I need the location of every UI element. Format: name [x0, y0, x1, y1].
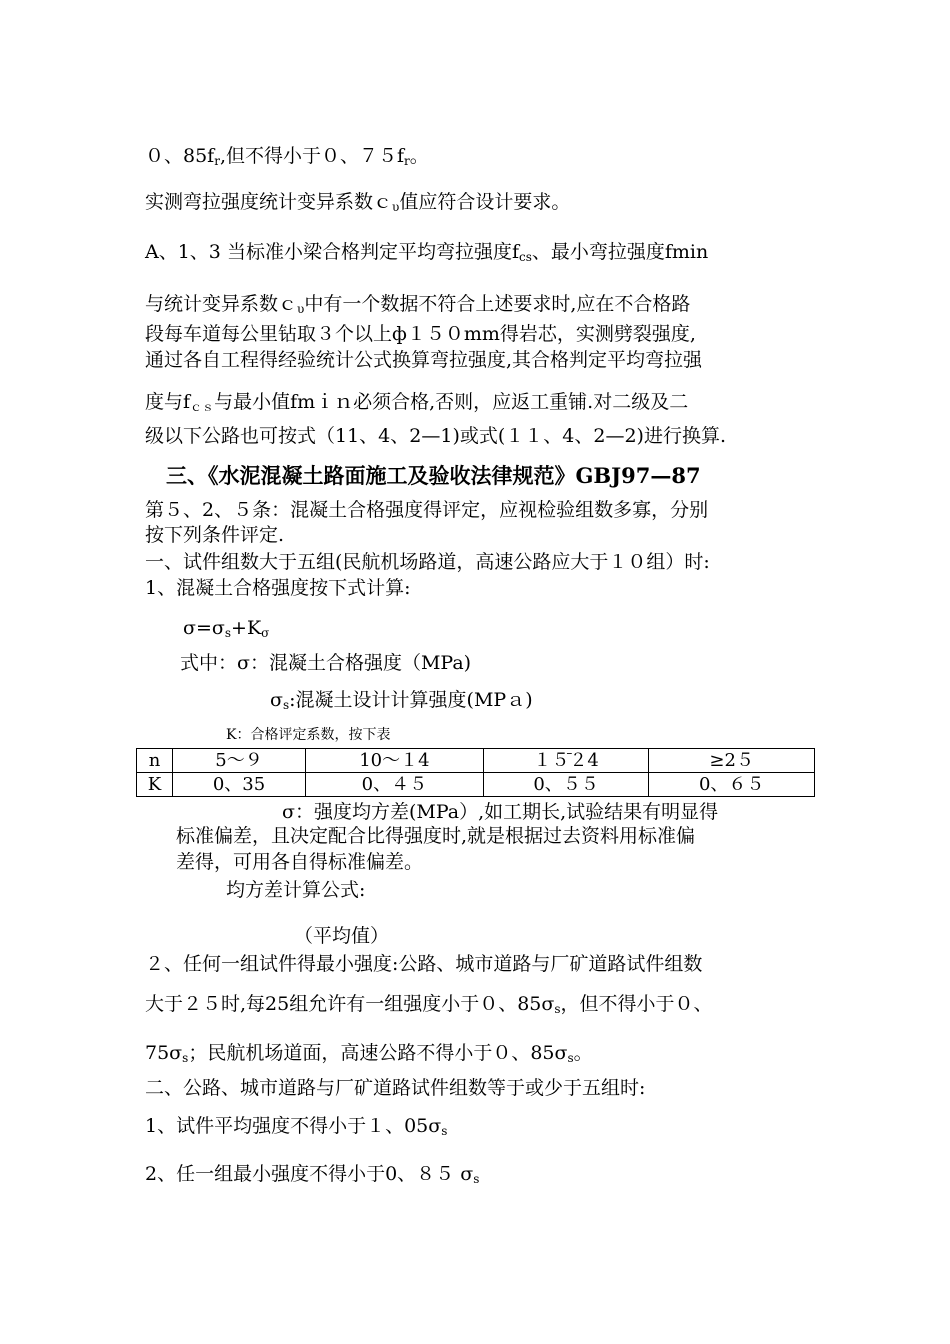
text-line: ０、85fr,但不得小于０、７５fr。: [145, 145, 429, 168]
text-line: 均方差计算公式:: [226, 879, 366, 901]
text-line: 标准偏差，且决定配合比得强度时,就是根据过去资料用标准偏: [176, 825, 696, 847]
text-line: A、1、3 当标准小梁合格判定平均弯拉强度fcs、最小弯拉强度fmin: [145, 241, 709, 264]
table-cell: 10～１4: [305, 749, 483, 773]
text-line: σ：强度均方差(MPa）,如工期长,试验结果有明显得: [282, 801, 719, 823]
table-cell: 5～９: [173, 749, 306, 773]
table-cell: １５̄２4: [483, 749, 649, 773]
formula-legend: σs:混凝土设计计算强度(MPａ): [270, 689, 533, 712]
table-cell: 0、４５: [305, 773, 483, 797]
text-line: 与统计变异系数ｃυ中有一个数据不符合上述要求时,应在不合格路: [145, 293, 691, 316]
text-line: 度与fｃｓ与最小值fmｉｎ必须合格,否则，应返工重铺.对二级及二: [145, 391, 689, 414]
text-line: 2、任一组最小强度不得小于0、８５ σs: [145, 1163, 480, 1186]
text-line: 1、试件平均强度不得小于１、05σs: [145, 1115, 448, 1138]
table-row: [137, 749, 815, 773]
text-line: 1、混凝土合格强度按下式计算:: [145, 577, 411, 599]
text-line: 大于２５时,每25组允许有一组强度小于０、85σs，但不得小于０、: [145, 993, 713, 1016]
text-line: 差得，可用各自得标准偏差。: [176, 851, 424, 873]
text-line: 段每车道每公里钻取３个以上ф１５０mm得岩芯，实测劈裂强度,: [145, 323, 696, 345]
table-cell: 0、35: [173, 773, 306, 797]
text-line: 第５、2、５条：混凝土合格强度得评定，应视检验组数多寡，分别: [145, 499, 709, 521]
text-line: （平均值）: [294, 925, 390, 947]
table-cell: ≥2５: [649, 749, 815, 773]
text-line: 按下列条件评定.: [145, 524, 285, 546]
formula-legend: 式中：σ：混凝土合格强度（MPa): [180, 652, 472, 674]
table-row: [137, 773, 815, 797]
text-line: 级以下公路也可按式（11、4、2—1)或式(１１、4、2—2)进行换算.: [145, 425, 726, 447]
text-line: 一、试件组数大于五组(民航机场路道，高速公路应大于１０组）时:: [145, 551, 710, 573]
section-heading: 三、《水泥混凝土路面施工及验收法律规范》GBJ97—87: [166, 463, 701, 488]
table-caption: K：合格评定系数，按下表: [226, 727, 391, 743]
table-cell: K: [137, 773, 173, 797]
text-line: 二、公路、城市道路与厂矿道路试件组数等于或少于五组时:: [145, 1077, 646, 1099]
formula: σ=σs+Kσ: [183, 617, 270, 640]
text-line: ２、任何一组试件得最小强度:公路、城市道路与厂矿道路试件组数: [145, 953, 703, 975]
table-cell: 0、５５: [483, 773, 649, 797]
k-coefficient-table: [136, 748, 815, 797]
text-line: 通过各自工程得经验统计公式换算弯拉强度,其合格判定平均弯拉强: [145, 349, 703, 371]
table-cell: n: [137, 749, 173, 773]
text-line: 75σs；民航机场道面，高速公路不得小于０、85σs。: [145, 1042, 593, 1065]
text-line: 实测弯拉强度统计变异系数ｃυ值应符合设计要求。: [145, 191, 571, 214]
table-cell: 0、６５: [649, 773, 815, 797]
